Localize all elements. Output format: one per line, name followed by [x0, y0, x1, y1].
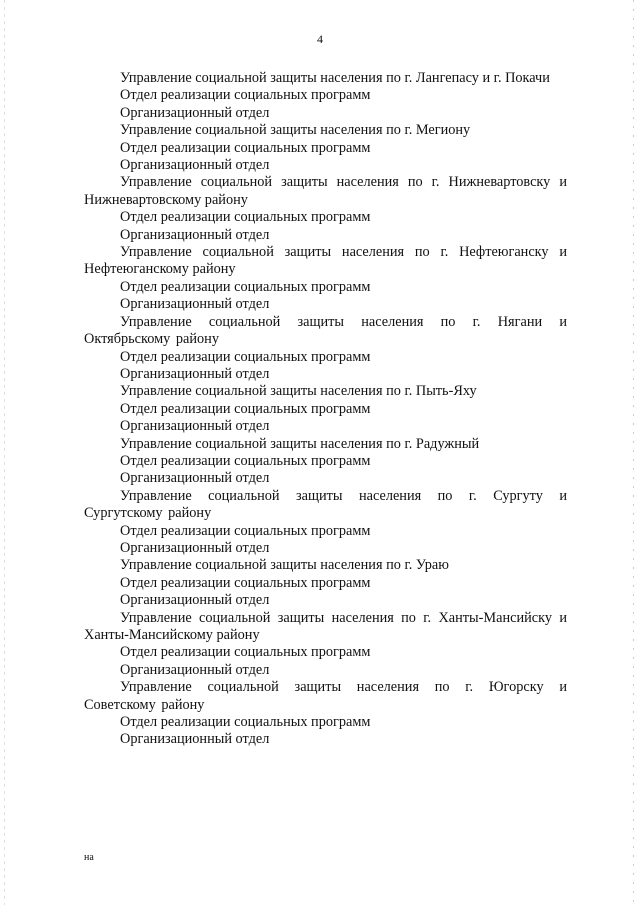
- footer-note: на: [84, 852, 94, 863]
- paragraph-division: Организационный отдел: [120, 157, 270, 174]
- paragraph-department: Управление социальной защиты населения по г. Сургуту и Сургутскому району: [84, 487, 567, 522]
- scan-edge-right: [633, 0, 634, 905]
- paragraph-division: Отдел реализации социальных программ: [120, 278, 371, 295]
- paragraph-department: Управление социальной защиты населения по г. Лангепасу и г. Покачи: [120, 70, 550, 86]
- paragraph-division: Организационный отдел: [120, 470, 270, 487]
- paragraph-division: Организационный отдел: [120, 418, 270, 435]
- paragraph-division: Отдел реализации социальных программ: [120, 644, 371, 661]
- paragraph-division: Отдел реализации социальных программ: [120, 348, 371, 365]
- paragraph-division: Организационный отдел: [120, 731, 270, 748]
- document-body: [84, 70, 567, 749]
- paragraph-division: Отдел реализации социальных программ: [120, 574, 371, 591]
- paragraph-division: Организационный отдел: [120, 226, 270, 243]
- paragraph-division: Отдел реализации социальных программ: [120, 139, 371, 156]
- paragraph-division: Организационный отдел: [120, 296, 270, 313]
- scan-edge-left: [4, 0, 5, 905]
- paragraph-division: Организационный отдел: [120, 592, 270, 609]
- paragraph-department: Управление социальной защиты населения по г. Югорску и Советскому району: [84, 679, 567, 713]
- paragraph-division: Отдел реализации социальных программ: [120, 714, 371, 731]
- paragraph-division: Отдел реализации социальных программ: [120, 452, 371, 469]
- paragraph-division: Организационный отдел: [120, 104, 270, 121]
- paragraph-department: Управление социальной защиты населения по г. Радужный: [120, 435, 480, 452]
- paragraph-division: Отдел реализации социальных программ: [120, 400, 371, 417]
- paragraph-department: Управление социальной защиты населения по г. Ханты-Мансийску и Ханты-Мансийскому району: [84, 609, 567, 643]
- paragraph-department: Управление социальной защиты населения по г. Мегиону: [120, 122, 471, 139]
- paragraph-department: Управление социальной защиты населения по г. Ураю: [120, 557, 449, 574]
- page-number: 4: [317, 32, 323, 46]
- paragraph-division: Организационный отдел: [120, 661, 270, 678]
- paragraph-department: Управление социальной защиты населения по г. Нижневартовску и Нижневартовскому району: [84, 174, 567, 208]
- paragraph-division: Организационный отдел: [120, 539, 270, 556]
- paragraph-department: Управление социальной защиты населения по г. Нягани и Октябрьскому району: [84, 313, 567, 348]
- paragraph-division: Организационный отдел: [120, 365, 270, 382]
- paragraph-department: Управление социальной защиты населения по г. Нефтеюганску и Нефтеюганскому району: [84, 244, 567, 278]
- paragraph-division: Отдел реализации социальных программ: [120, 522, 371, 539]
- paragraph-department: Управление социальной защиты населения по г. Пыть-Яху: [120, 383, 477, 400]
- paragraph-division: Отдел реализации социальных программ: [120, 87, 371, 104]
- paragraph-division: Отдел реализации социальных программ: [120, 209, 371, 226]
